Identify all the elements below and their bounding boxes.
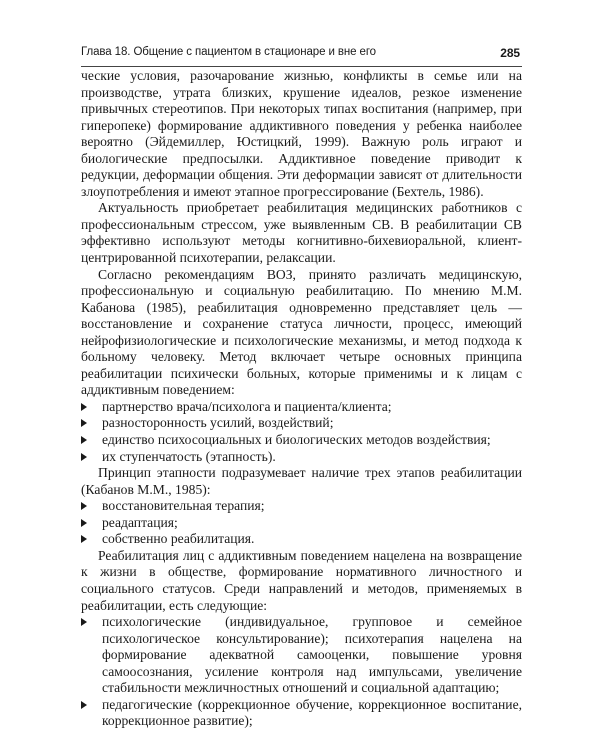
running-head	[81, 46, 522, 64]
page-number: 285	[500, 46, 520, 60]
bullet-triangle-icon	[81, 502, 87, 510]
list-item-text: их ступенчатость (этапность).	[102, 448, 276, 464]
paragraph-causes: ческие условия, разочарование жизнью, конфликты в семье или на производстве, утрата близких, крушение идеалов, резкое изменение привычных стереотипов. При некоторых типах воспитания (например, при гиперопеке) формирование аддиктивного поведения у ребенка наиболее вероятно (Эйдемиллер, Юстицкий, 1999). Важную роль играют и биологические предпосылки. Аддиктивное поведение приводит к редукции, деформации общения. Эти деформации зависят от длительности злоупотребления и имеют этапное прогрессирование (Бехтель, 1986).	[81, 68, 522, 199]
list-item	[81, 415, 522, 432]
bullet-triangle-icon	[81, 519, 87, 527]
list-item	[81, 498, 522, 515]
list-item-text: педагогические (коррекционное обучение, коррекционное воспитание, коррекционное развитие);	[102, 696, 522, 729]
bullet-triangle-icon	[81, 419, 87, 427]
stages-list	[81, 498, 522, 548]
list-item-text: партнерство врача/психолога и пациента/клиента;	[102, 398, 392, 414]
bullet-triangle-icon	[81, 453, 87, 461]
bullet-triangle-icon	[81, 618, 87, 626]
bullet-triangle-icon	[81, 436, 87, 444]
list-item-text: единство психосоциальных и биологических методов воздействия;	[102, 432, 491, 448]
list-item	[81, 697, 522, 730]
list-item	[81, 432, 522, 449]
list-item	[81, 449, 522, 466]
principles-list	[81, 399, 522, 465]
list-item	[81, 515, 522, 532]
chapter-title: Глава 18. Общение с пациентом в стационаре и вне его	[81, 46, 376, 58]
list-item-text: реадаптация;	[102, 514, 178, 530]
bullet-triangle-icon	[81, 535, 87, 543]
list-item	[81, 531, 522, 548]
methods-list	[81, 614, 522, 730]
paragraph-who-rehab: Согласно рекомендациям ВОЗ, принято различать медицинскую, профессиональную и социальную реабилитацию. По мнению М.М. Кабанова (1985), реабилитация одновременно представляет цель — восстановление и сохранение статуса личности, процесс, имеющий нейрофизиологические и психологические механизмы, и метод подхода к больному человеку. Метод включает четыре основных принципа реабилитации психически больных, которые применимы и к лицам с аддиктивным поведением:	[81, 266, 522, 398]
body-text	[81, 68, 522, 730]
paragraph-burnout-rehab: Актуальность приобретает реабилитация медицинских работников с профессиональным стрессом, уже выявленным СВ. В реабилитации СВ эффективно используют методы когнитивно-бихевиоральной, клиент-центрированной психотерапии, релаксации.	[81, 200, 522, 266]
list-item-text: восстановительная терапия;	[102, 498, 265, 514]
header-rule	[81, 66, 522, 67]
list-item	[81, 399, 522, 416]
bullet-triangle-icon	[81, 701, 87, 709]
list-item-text: разносторонность усилий, воздействий;	[102, 415, 334, 431]
list-item-text: психологические (индивидуальное, групповое и семейное психологическое консультирование); психотерапия нацелена на формирование адекватной самооценки, повышение уровня самоосознания, усиление контроля над импульсами, увеличение стабильности межличностных отношений и социальной адаптацию;	[102, 614, 522, 696]
bullet-triangle-icon	[81, 403, 87, 411]
paragraph-addictive-rehab: Реабилитация лиц с аддиктивным поведением нацелена на возвращение к жизни в обществе, формирование нормативного личностного и социального статусов. Среди направлений и методов, применяемых в реабилитации, есть следующие:	[81, 547, 522, 613]
list-item	[81, 614, 522, 697]
list-item-text: собственно реабилитация.	[102, 531, 255, 547]
paragraph-stages: Принцип этапности подразумевает наличие трех этапов реабилитации (Кабанов М.М., 1985):	[81, 465, 522, 497]
